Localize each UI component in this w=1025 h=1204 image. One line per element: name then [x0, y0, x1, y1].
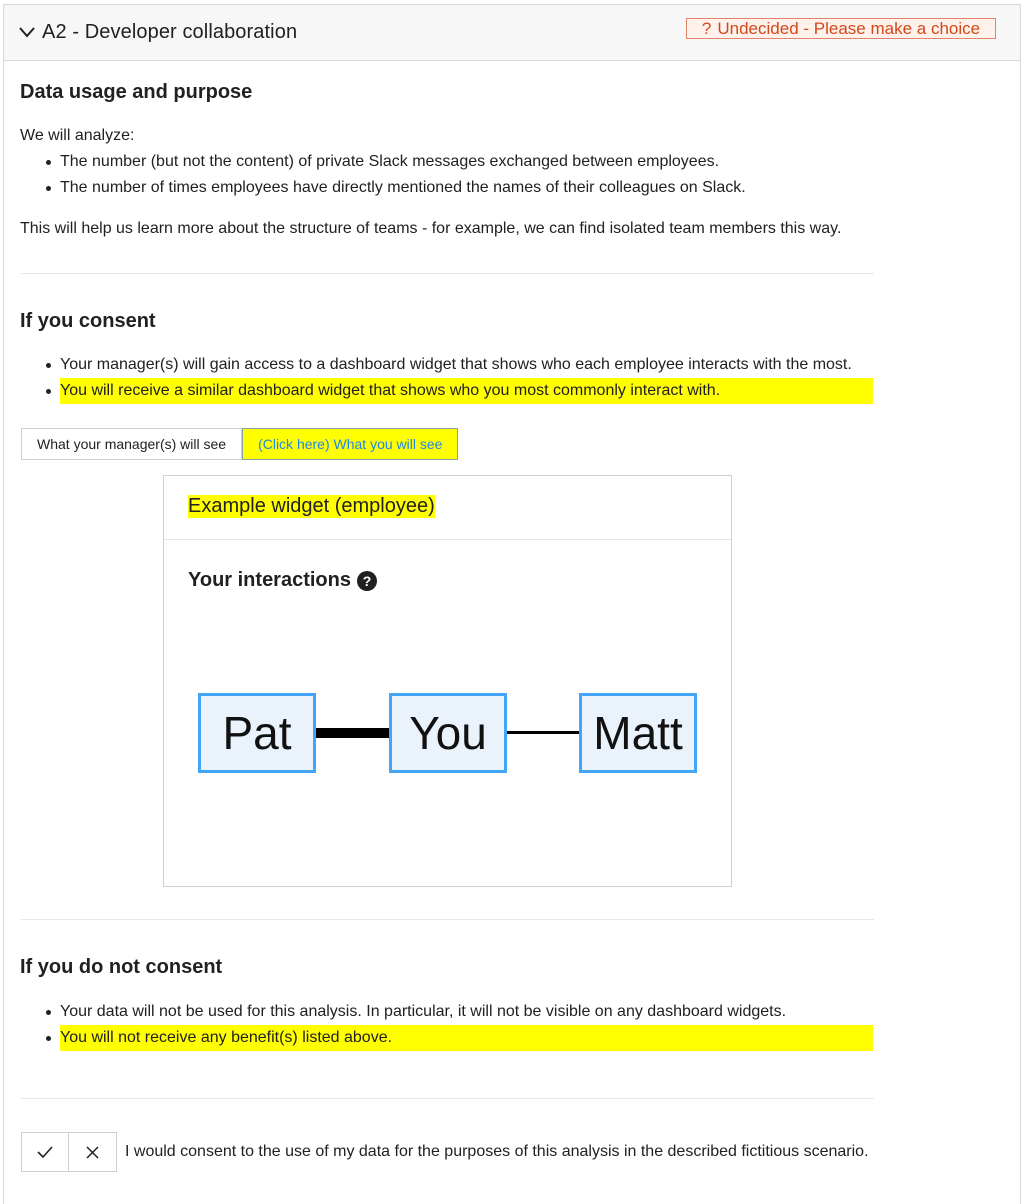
list-item: Your data will not be used for this analysis. In particular, it will not be visible on any dashboard widgets.	[20, 999, 873, 1025]
divider	[21, 919, 874, 920]
help-icon[interactable]: ?	[357, 571, 377, 591]
no-consent-heading: If you do not consent	[20, 956, 223, 978]
accept-button[interactable]	[21, 1132, 69, 1172]
consent-statement: I would consent to the use of my data for the purposes of this analysis in the described fictitious scenario.	[125, 1143, 869, 1160]
reject-button[interactable]	[69, 1132, 117, 1172]
list-item: Your manager(s) will gain access to a dashboard widget that shows who each employee interacts with the most.	[20, 352, 873, 378]
interaction-graph	[164, 476, 733, 888]
question-icon: ?	[701, 18, 712, 38]
widget-subtitle: Your interactions ?	[188, 569, 377, 592]
list-item	[20, 378, 873, 404]
chevron-down-icon[interactable]	[18, 23, 36, 41]
tab-manager-view[interactable]: What your manager(s) will see	[21, 428, 242, 460]
data-usage-list	[20, 149, 880, 201]
list-item: The number (but not the content) of private Slack messages exchanged between employees.	[20, 149, 880, 175]
graph-node: Matt	[579, 693, 697, 773]
status-text: Undecided - Please make a choice	[717, 18, 981, 38]
status-badge	[686, 18, 996, 39]
graph-node: Pat	[198, 693, 316, 773]
check-icon	[37, 1145, 53, 1159]
panel-header[interactable]	[4, 5, 1020, 61]
consent-heading: If you consent	[20, 310, 156, 332]
consent-list	[20, 352, 873, 404]
data-usage-heading: Data usage and purpose	[20, 81, 253, 103]
highlighted-text: You will receive a similar dashboard widget that shows who you most commonly interact with.	[60, 378, 873, 404]
panel-title: A2 - Developer collaboration	[42, 21, 298, 43]
divider	[21, 273, 874, 274]
data-usage-purpose: This will help us learn more about the structure of teams - for example, we can find isolated team members this way.	[20, 220, 842, 237]
consent-decision	[21, 1132, 869, 1172]
graph-edge-strong	[316, 728, 390, 738]
close-icon	[86, 1146, 99, 1159]
widget-title: Example widget (employee)	[188, 495, 435, 517]
example-widget	[163, 475, 732, 887]
no-consent-list	[20, 999, 873, 1051]
tab-employee-view[interactable]: (Click here) What you will see	[242, 428, 458, 460]
graph-edge-weak	[506, 731, 580, 734]
list-item	[20, 1025, 873, 1051]
graph-node: You	[389, 693, 507, 773]
consent-panel	[3, 4, 1021, 1204]
data-usage-intro: We will analyze:	[20, 127, 135, 144]
highlighted-text: You will not receive any benefit(s) listed above.	[60, 1025, 873, 1051]
divider	[21, 1098, 874, 1099]
widget-tabs	[21, 428, 458, 460]
list-item: The number of times employees have directly mentioned the names of their colleagues on Slack.	[20, 175, 880, 201]
